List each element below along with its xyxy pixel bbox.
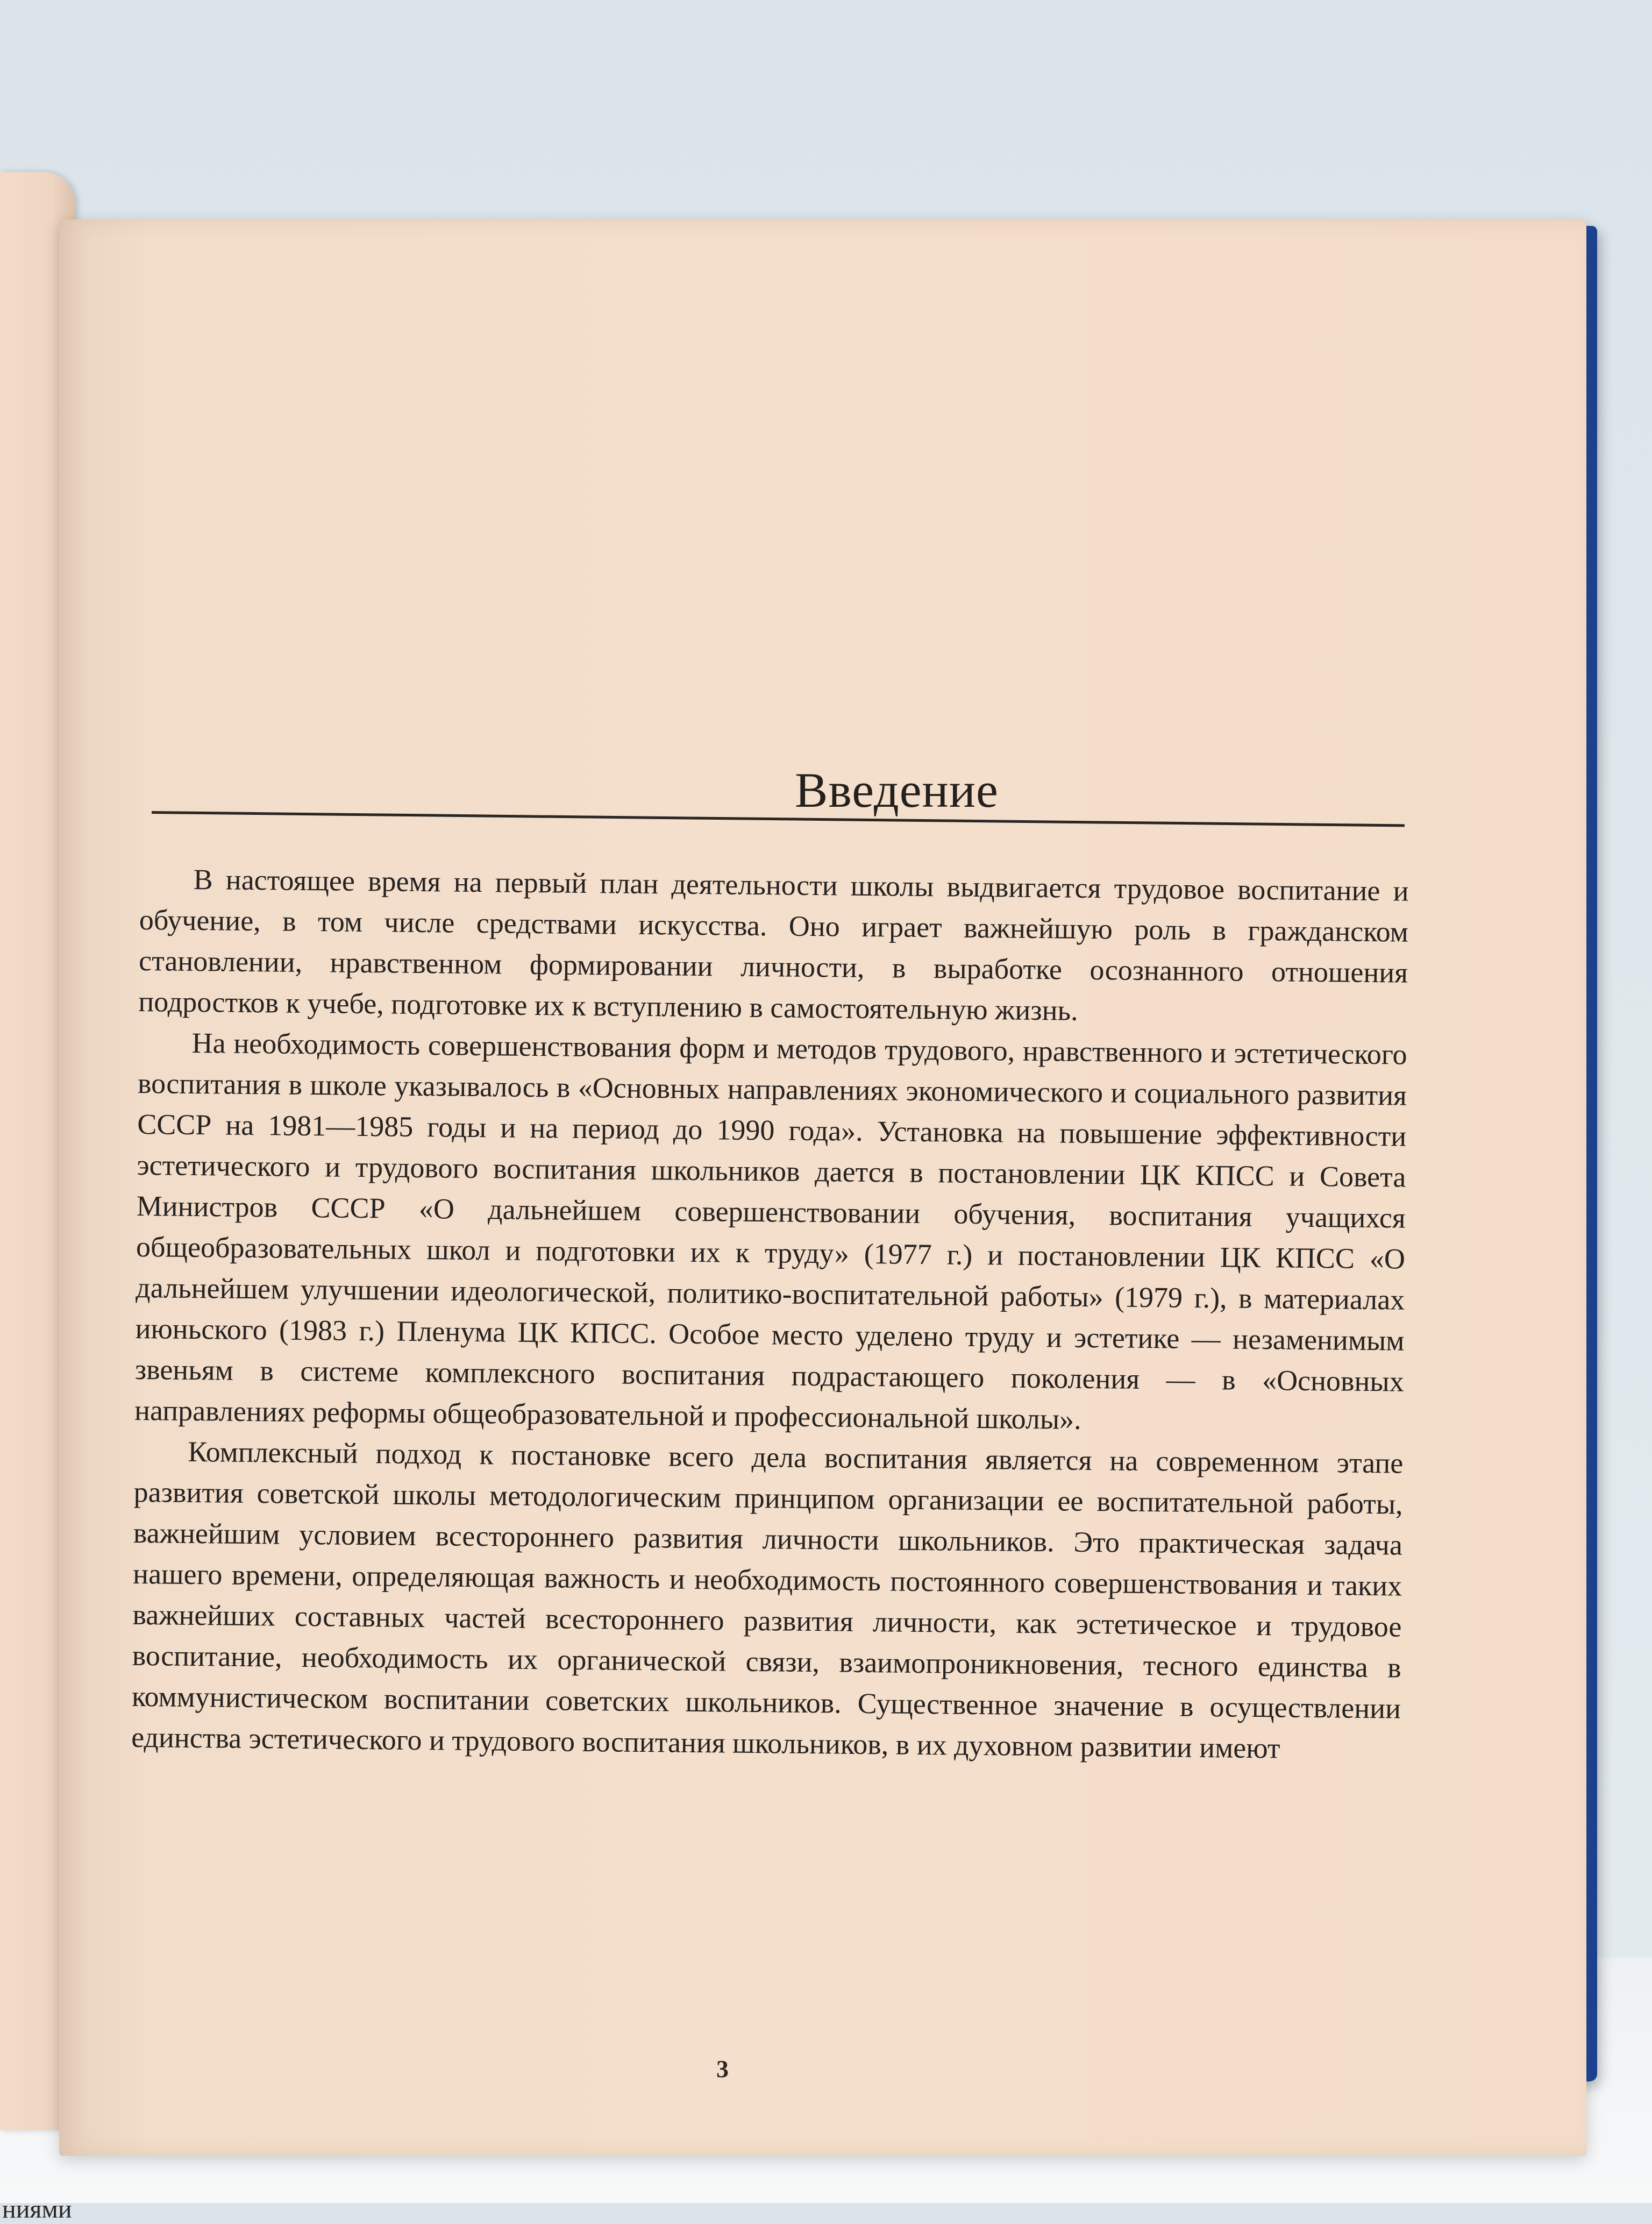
previous-page-text-fragment: ниями bbox=[2, 2195, 72, 2223]
page-number: 3 bbox=[716, 2055, 729, 2083]
book-page bbox=[59, 219, 1586, 2156]
chapter-title: Введение bbox=[795, 763, 999, 818]
body-text bbox=[131, 858, 1409, 1770]
paragraph: На необходимость совершенствования форм и методов трудового, нравственного и эстетического воспитания в школе указывалось в «Основных направлениях экономического и социального развития СССР на 1981—1985 годы и на период до 1990 года». Установка на повышение эффективности эстетического и трудового воспитания школьников дается в постановлении ЦК КПСС и Совета Министров СССР «О дальнейшем совершенствовании обучения, воспитания учащихся общеобразовательных школ и подготовки их к труду» (1977 г.) и постановлении ЦК КПСС «О дальнейшем улучшении идеологической, политико-воспитательной работы» (1979 г.), в материалах июньского (1983 г.) Пленума ЦК КПСС. Особое место уделено труду и эстетике — незаменимым звеньям в системе комплексного воспитания подрастающего поколения — в «Основных направлениях реформы общеобразовательной и профессиональной школы». bbox=[134, 1026, 1407, 1436]
paragraph: В настоящее время на первый план деятельности школы выдвигается трудовое воспитание и обучение, в том числе средствами искусства. Оно играет важнейшую роль в гражданском становлении, нравственном формировании личности, в выработке осознанного отношения подростков к учебе, подготовке их к вступлению в самостоятельную жизнь. bbox=[138, 863, 1409, 1027]
title-underline bbox=[152, 811, 1405, 827]
paragraph: Комплексный подход к постановке всего дела воспитания является на современном этапе развития советской школы методологическим принципом организации ее воспитательной работы, важнейшим условием всестороннего развития личности школьников. Это практическая задача нашего времени, определяющая важность и необходимость постоянного совершенствования и таких важнейших составных частей всестороннего развития личности, как эстетическое и трудовое воспитание, необходимость их органической связи, взаимопроникновения, тесного единства в коммунистическом воспитании советских школьников. Существенное значение в осуществлении единства эстетического и трудового воспитания школьников, в их духовном развитии имеют bbox=[131, 1435, 1404, 1765]
